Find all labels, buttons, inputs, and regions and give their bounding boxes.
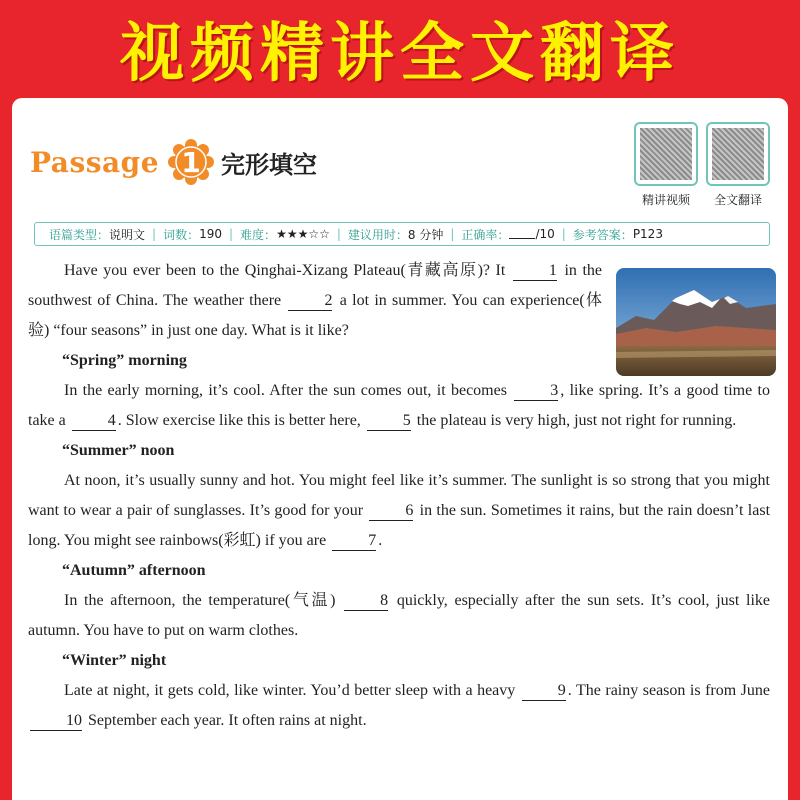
paragraph-4: In the afternoon, the temperature(气温) 8 quickly, especially after the sun sets. It’s cool, just like autumn. You have to put on warm clothes. bbox=[28, 592, 770, 639]
paragraph-2: In the early morning, it’s cool. After the sun comes out, it becomes 3 , like spring. It’s a good time to take a 4 . Slow exercise like this is better here, 5 the plateau is very high, just not right for running. bbox=[28, 382, 770, 429]
accuracy-label: 正确率： bbox=[461, 227, 510, 242]
subheading-spring: “Spring” morning bbox=[62, 352, 187, 369]
accuracy-value: /10 bbox=[535, 227, 555, 241]
blank-5[interactable]: 5 bbox=[367, 412, 411, 431]
blank-2[interactable]: 2 bbox=[288, 292, 332, 311]
info-bar: 语篇类型： 说明文 | 词数： 190 | 难度： ★★★☆☆ | 建议用时： 8 分钟 | 正确率： /10 | 参考答案： P123 bbox=[34, 222, 770, 246]
subheading-summer: “Summer” noon bbox=[62, 442, 175, 459]
qr-video-label: 精讲视频 bbox=[641, 193, 690, 207]
time-label: 建议用时： bbox=[347, 227, 408, 242]
top-banner bbox=[0, 0, 800, 96]
passage-number-badge bbox=[167, 138, 215, 186]
blank-9[interactable]: 9 bbox=[522, 682, 566, 701]
words-value: 190 bbox=[199, 227, 222, 241]
genre-label: 语篇类型： bbox=[49, 227, 110, 242]
blank-8[interactable]: 8 bbox=[344, 592, 388, 611]
banner-title: 视频精讲全文翻译 bbox=[120, 17, 680, 91]
qr-code-icon bbox=[706, 122, 770, 186]
blank-10[interactable]: 10 bbox=[30, 712, 82, 731]
passage-number: 1 bbox=[181, 145, 201, 179]
page-card bbox=[12, 98, 788, 800]
passage-label: Passage bbox=[30, 145, 160, 179]
passage-heading bbox=[30, 138, 317, 186]
subheading-autumn: “Autumn” afternoon bbox=[62, 562, 206, 579]
blank-3[interactable]: 3 bbox=[514, 382, 558, 401]
difficulty-stars: ★★★☆☆ bbox=[276, 227, 330, 241]
time-value: 8 分钟 bbox=[407, 227, 444, 242]
genre-value: 说明文 bbox=[109, 227, 146, 242]
qr-video[interactable] bbox=[634, 122, 698, 208]
passage-type: 完形填空 bbox=[221, 150, 318, 179]
passage-body bbox=[28, 256, 770, 736]
words-label: 词数： bbox=[163, 227, 200, 242]
subheading-winter: “Winter” night bbox=[62, 652, 167, 669]
paragraph-5: Late at night, it gets cold, like winter. You’d better sleep with a heavy 9 . The rainy season is from June 10 September each year. It often rains at night. bbox=[28, 676, 770, 736]
blank-6[interactable]: 6 bbox=[369, 502, 413, 521]
blank-4[interactable]: 4 bbox=[72, 412, 116, 431]
accuracy-blank[interactable] bbox=[509, 229, 535, 239]
difficulty-label: 难度： bbox=[240, 227, 277, 242]
paragraph-1: Have you ever been to the Qinghai-Xizang Plateau(青藏高原)? It 1 in the southwest of China. The weather there 2 a lot in summer. You can experience(体验) “four seasons” in just one day. What is it like? bbox=[28, 262, 603, 339]
blank-7[interactable]: 7 bbox=[332, 532, 376, 551]
qr-code-icon bbox=[634, 122, 698, 186]
paragraph-3: At noon, it’s usually sunny and hot. You might feel like it’s summer. The sunlight is so strong that you might want to wear a pair of sunglasses. It’s good for your 6 in the sun. Sometimes it rains, but the rain doesn’t last long. You might see rainbows(彩虹) if you are 7 . bbox=[28, 472, 771, 549]
blank-1[interactable]: 1 bbox=[513, 262, 557, 281]
qr-translation-label: 全文翻译 bbox=[713, 193, 762, 207]
answer-label: 参考答案： bbox=[572, 227, 633, 242]
answer-page: P123 bbox=[632, 227, 663, 241]
qr-translation[interactable] bbox=[706, 122, 770, 208]
